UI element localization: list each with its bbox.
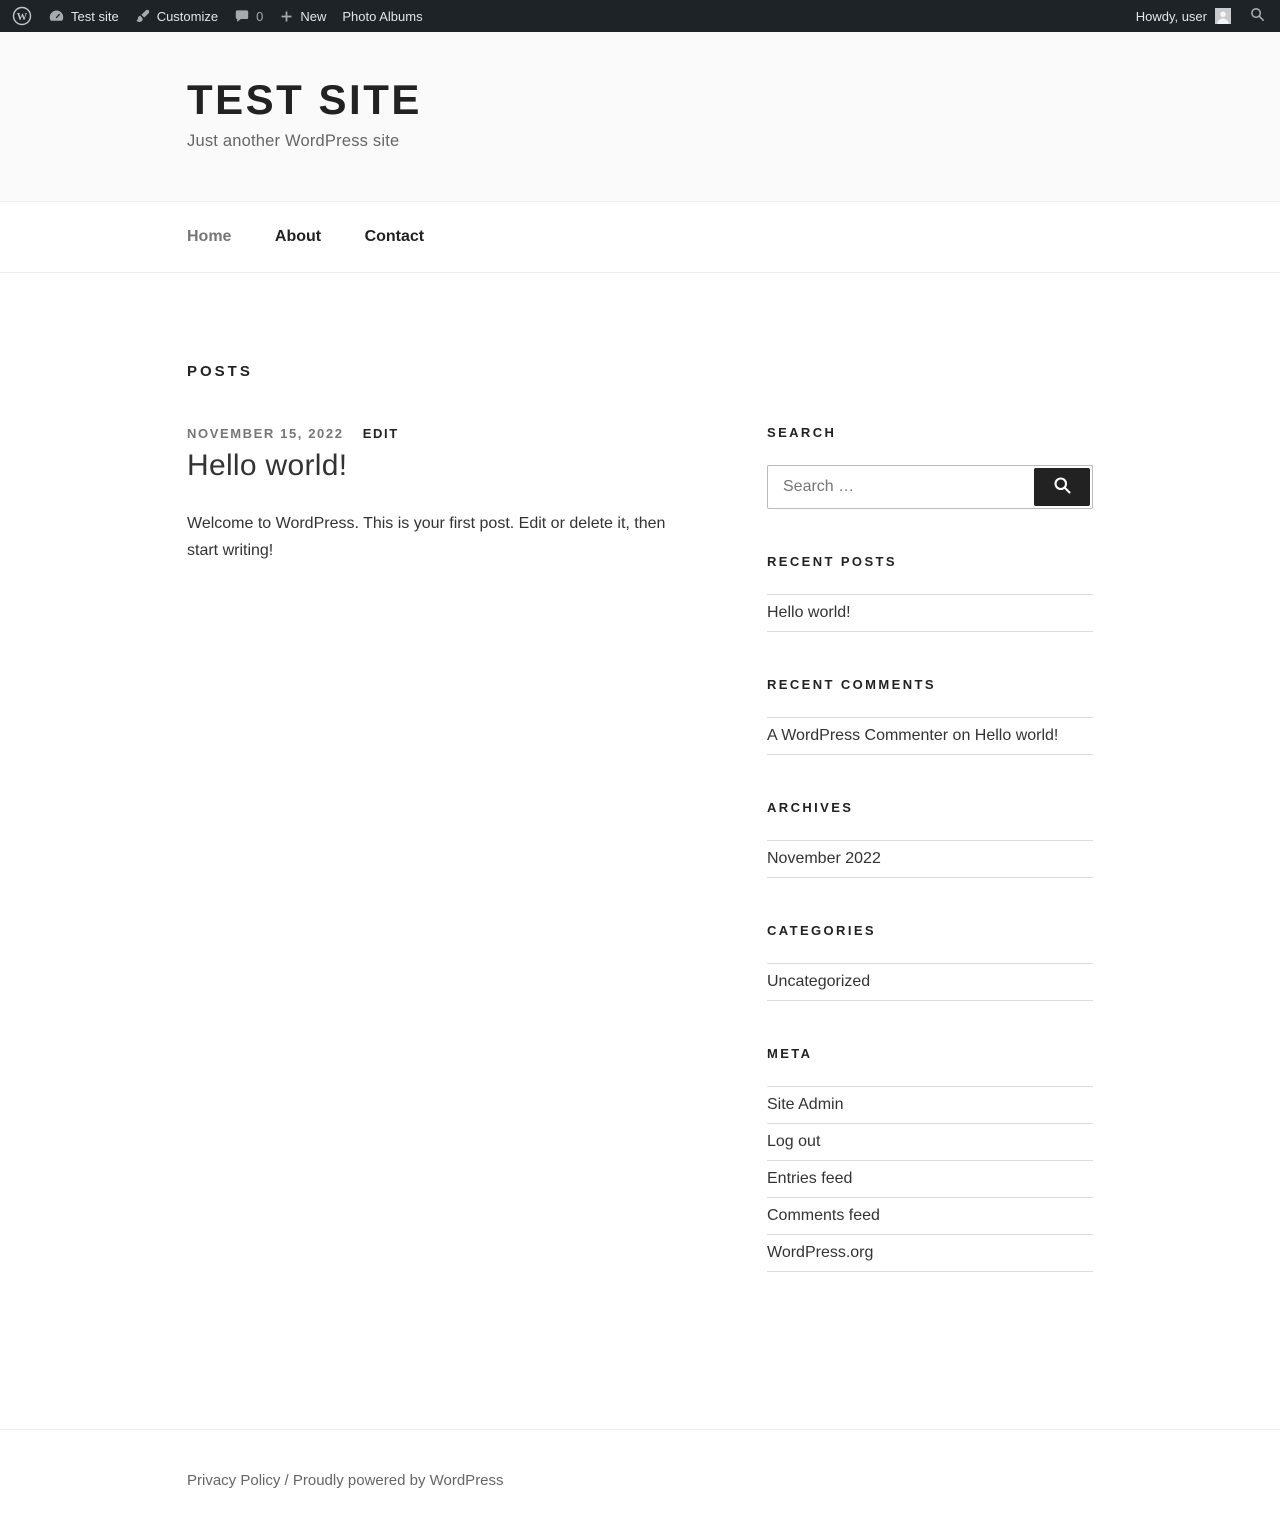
wordpress-menu-button[interactable] — [4, 0, 40, 32]
admin-bar-photo-albums-link[interactable] — [334, 0, 430, 32]
wordpress-logo-icon — [12, 6, 32, 26]
meta-log-out-link[interactable]: Log out — [767, 1133, 821, 1150]
search-widget-title: SEARCH — [767, 425, 837, 440]
meta-wordpress-org-link[interactable]: WordPress.org — [767, 1244, 874, 1261]
main-navigation — [0, 201, 1280, 273]
archives-widget — [767, 800, 1093, 878]
comment-bubble-icon — [234, 8, 250, 24]
meta-entries-feed-link[interactable]: Entries feed — [767, 1170, 853, 1187]
site-tagline: Just another WordPress site — [187, 132, 400, 150]
admin-bar-right — [1128, 0, 1276, 32]
archives-title: ARCHIVES — [767, 800, 854, 815]
list-item — [767, 1235, 1093, 1272]
comment-on-text: on — [948, 727, 975, 744]
recent-post-link[interactable]: Hello world! — [767, 604, 851, 621]
admin-bar-new-label: New — [300, 8, 327, 24]
comment-author-link[interactable]: A WordPress Commenter — [767, 727, 949, 744]
categories-title: CATEGORIES — [767, 923, 876, 938]
list-item — [767, 718, 1093, 755]
recent-comments-widget — [767, 677, 1093, 755]
site-title-link[interactable]: TEST SITE — [187, 76, 422, 123]
meta-site-admin-link[interactable]: Site Admin — [767, 1096, 844, 1113]
footer-separator: / — [284, 1472, 293, 1489]
post-date-link[interactable]: NOVEMBER 15, 2022 — [187, 426, 344, 441]
paintbrush-icon — [135, 8, 151, 24]
admin-bar-customize-label: Customize — [156, 8, 219, 24]
plus-icon — [279, 9, 294, 24]
site-header — [0, 32, 1280, 201]
admin-bar-new-button[interactable] — [271, 0, 334, 32]
admin-bar-site-label: Test site — [71, 8, 119, 24]
list-item — [767, 595, 1093, 632]
gauge-icon — [48, 8, 65, 25]
magnifier-icon — [1052, 475, 1073, 499]
admin-bar-customize-link[interactable] — [127, 0, 226, 32]
meta-comments-feed-link[interactable]: Comments feed — [767, 1207, 880, 1224]
list-item — [767, 1087, 1093, 1124]
list-item — [767, 964, 1093, 1001]
page-title: POSTS — [187, 363, 253, 380]
magnifier-icon — [1249, 6, 1266, 26]
entry-meta — [187, 426, 712, 441]
archive-link[interactable]: November 2022 — [767, 850, 881, 867]
admin-bar-comments-count: 0 — [256, 8, 264, 24]
admin-bar-account-menu[interactable] — [1128, 0, 1239, 32]
category-link[interactable]: Uncategorized — [767, 973, 871, 990]
nav-item-home[interactable]: Home — [187, 228, 232, 245]
meta-widget — [767, 1046, 1093, 1272]
categories-widget — [767, 923, 1093, 1001]
admin-bar-search-button[interactable] — [1239, 0, 1276, 32]
search-submit-button[interactable] — [1034, 468, 1090, 506]
howdy-text: Howdy, user — [1135, 8, 1207, 24]
post-title-link[interactable]: Hello world! — [187, 449, 348, 482]
list-item — [767, 1198, 1093, 1235]
powered-by-link[interactable]: Proudly powered by WordPress — [292, 1472, 504, 1489]
comment-post-link[interactable]: Hello world! — [974, 727, 1059, 744]
admin-bar-photo-albums-label: Photo Albums — [342, 8, 423, 24]
admin-bar — [0, 0, 1280, 32]
post-edit-link[interactable]: EDIT — [362, 426, 399, 441]
list-item — [767, 1161, 1093, 1198]
meta-title: META — [767, 1046, 813, 1061]
sidebar — [767, 363, 1093, 1317]
privacy-policy-link[interactable]: Privacy Policy — [187, 1472, 281, 1489]
search-widget — [767, 425, 1093, 509]
post-article — [187, 426, 712, 564]
main-content — [187, 363, 712, 1317]
post-title — [187, 449, 712, 483]
admin-bar-comments-link[interactable] — [226, 0, 271, 32]
site-footer — [0, 1429, 1280, 1527]
svg-text:W: W — [16, 11, 28, 23]
site-title[interactable] — [187, 76, 1093, 124]
recent-comments-title: RECENT COMMENTS — [767, 677, 936, 692]
post-body: Welcome to WordPress. This is your first post. Edit or delete it, then start writing! — [187, 515, 666, 559]
user-avatar — [1215, 8, 1231, 24]
nav-item-about[interactable]: About — [274, 228, 322, 245]
nav-item-contact[interactable]: Contact — [364, 228, 425, 245]
recent-posts-title: RECENT POSTS — [767, 554, 897, 569]
list-item — [767, 1124, 1093, 1161]
list-item — [767, 841, 1093, 878]
admin-bar-site-link[interactable] — [40, 0, 127, 32]
search-form — [767, 465, 1093, 509]
recent-posts-widget — [767, 554, 1093, 632]
